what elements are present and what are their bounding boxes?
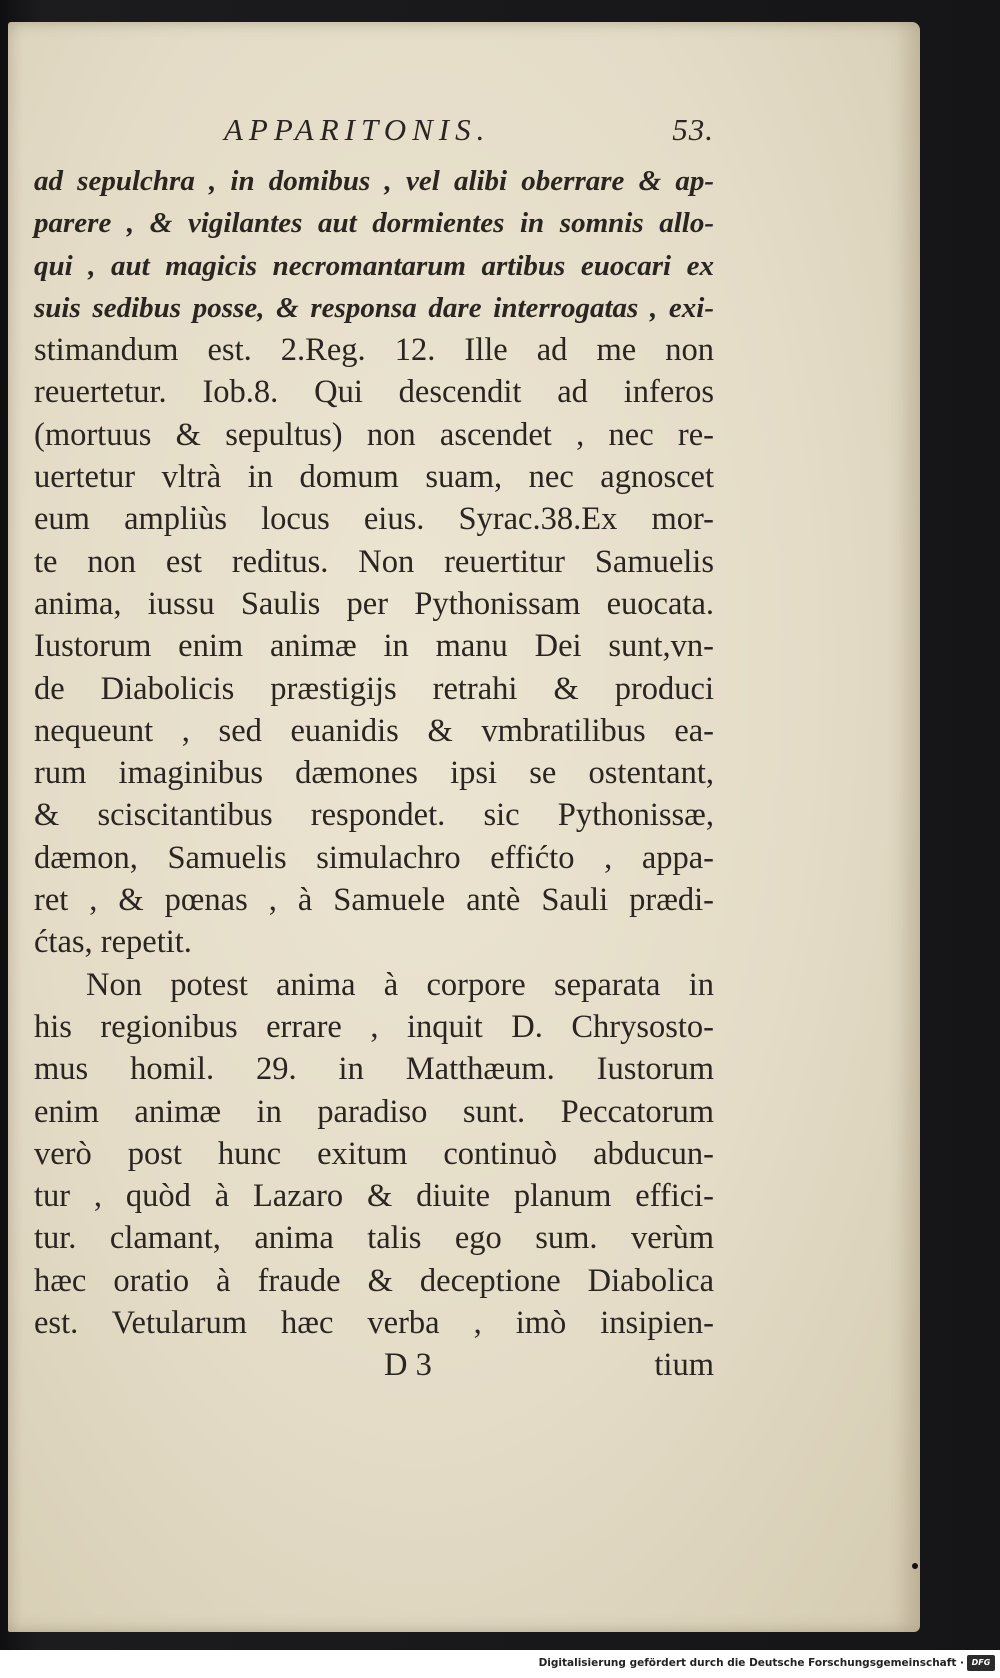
text-line: his regionibus errare , inquit D. Chrysosto- (34, 1008, 714, 1045)
running-head: APPARITONIS. (224, 112, 491, 147)
digitization-footer (0, 1650, 1000, 1678)
text-line: ad sepulchra , in domibus , vel alibi oberrare & ap- (34, 165, 714, 197)
text-line: eum ampliùs locus eius. Syrac.38.Ex mor- (34, 501, 714, 538)
text-line: reuertetur. Iob.8. Qui descendit ad inferos (34, 374, 714, 411)
text-line: dæmon, Samuelis simulachro effićto , appa- (34, 839, 714, 876)
text-line: rum imaginibus dæmones ipsi se ostentant, (34, 755, 714, 792)
footer-credit: Digitalisierung gefördert durch die Deutsche Forschungsgemeinschaft · (538, 1657, 964, 1669)
page-foot-line (34, 1344, 714, 1386)
page-number: 53. (672, 112, 714, 147)
text-line: Iustorum enim animæ in manu Dei sunt,vn- (34, 628, 714, 665)
text-block (34, 112, 714, 1386)
text-line: verò post hunc exitum continuò abducun- (34, 1135, 714, 1172)
text-line: enim animæ in paradiso sunt. Peccatorum (34, 1093, 714, 1130)
text-line: tur. clamant, anima talis ego sum. verùm (34, 1220, 714, 1257)
text-line: hæc oratio à fraude & deceptione Diabolica (34, 1262, 714, 1299)
catchword: tium (654, 1347, 714, 1384)
text-line: est. Vetularum hæc verba , imò insipien- (34, 1305, 714, 1342)
page-header (34, 112, 714, 160)
ink-speck (912, 1563, 918, 1569)
text-line: ćtas, repetit. (34, 924, 192, 961)
text-line: mus homil. 29. in Matthæum. Iustorum (34, 1051, 714, 1088)
signature-mark: D 3 (384, 1347, 432, 1384)
text-line: ret , & pœnas , à Samuele antè Sauli prædi- (34, 882, 714, 919)
text-line: Non potest anima à corpore separata in (86, 966, 714, 1003)
text-line: (mortuus & sepultus) non ascendet , nec re- (34, 416, 714, 453)
text-line: uertetur vltrà in domum suam, nec agnoscet (34, 459, 714, 496)
text-line: tur , quòd à Lazaro & diuite planum effici- (34, 1178, 714, 1215)
dfg-logo: DFG (967, 1655, 995, 1671)
text-line: & sciscitantibus respondet. sic Pythonissæ, (34, 797, 714, 834)
text-line: suis sedibus posse, & responsa dare interrogatas , exi- (34, 291, 714, 324)
text-line: anima, iussu Saulis per Pythonissam euocata. (34, 585, 714, 622)
text-line: te non est reditus. Non reuertitur Samuelis (34, 543, 714, 580)
text-line: de Diabolicis præstigijs retrahi & produci (34, 670, 714, 707)
text-line: qui , aut magicis necromantarum artibus euocari ex (34, 249, 714, 282)
book-page (8, 22, 920, 1632)
text-line: nequeunt , sed euanidis & vmbratilibus ea- (34, 712, 714, 749)
text-line: parere , & vigilantes aut dormientes in somnis allo- (34, 207, 714, 240)
text-line: stimandum est. 2.Reg. 12. Ille ad me non (34, 332, 714, 369)
